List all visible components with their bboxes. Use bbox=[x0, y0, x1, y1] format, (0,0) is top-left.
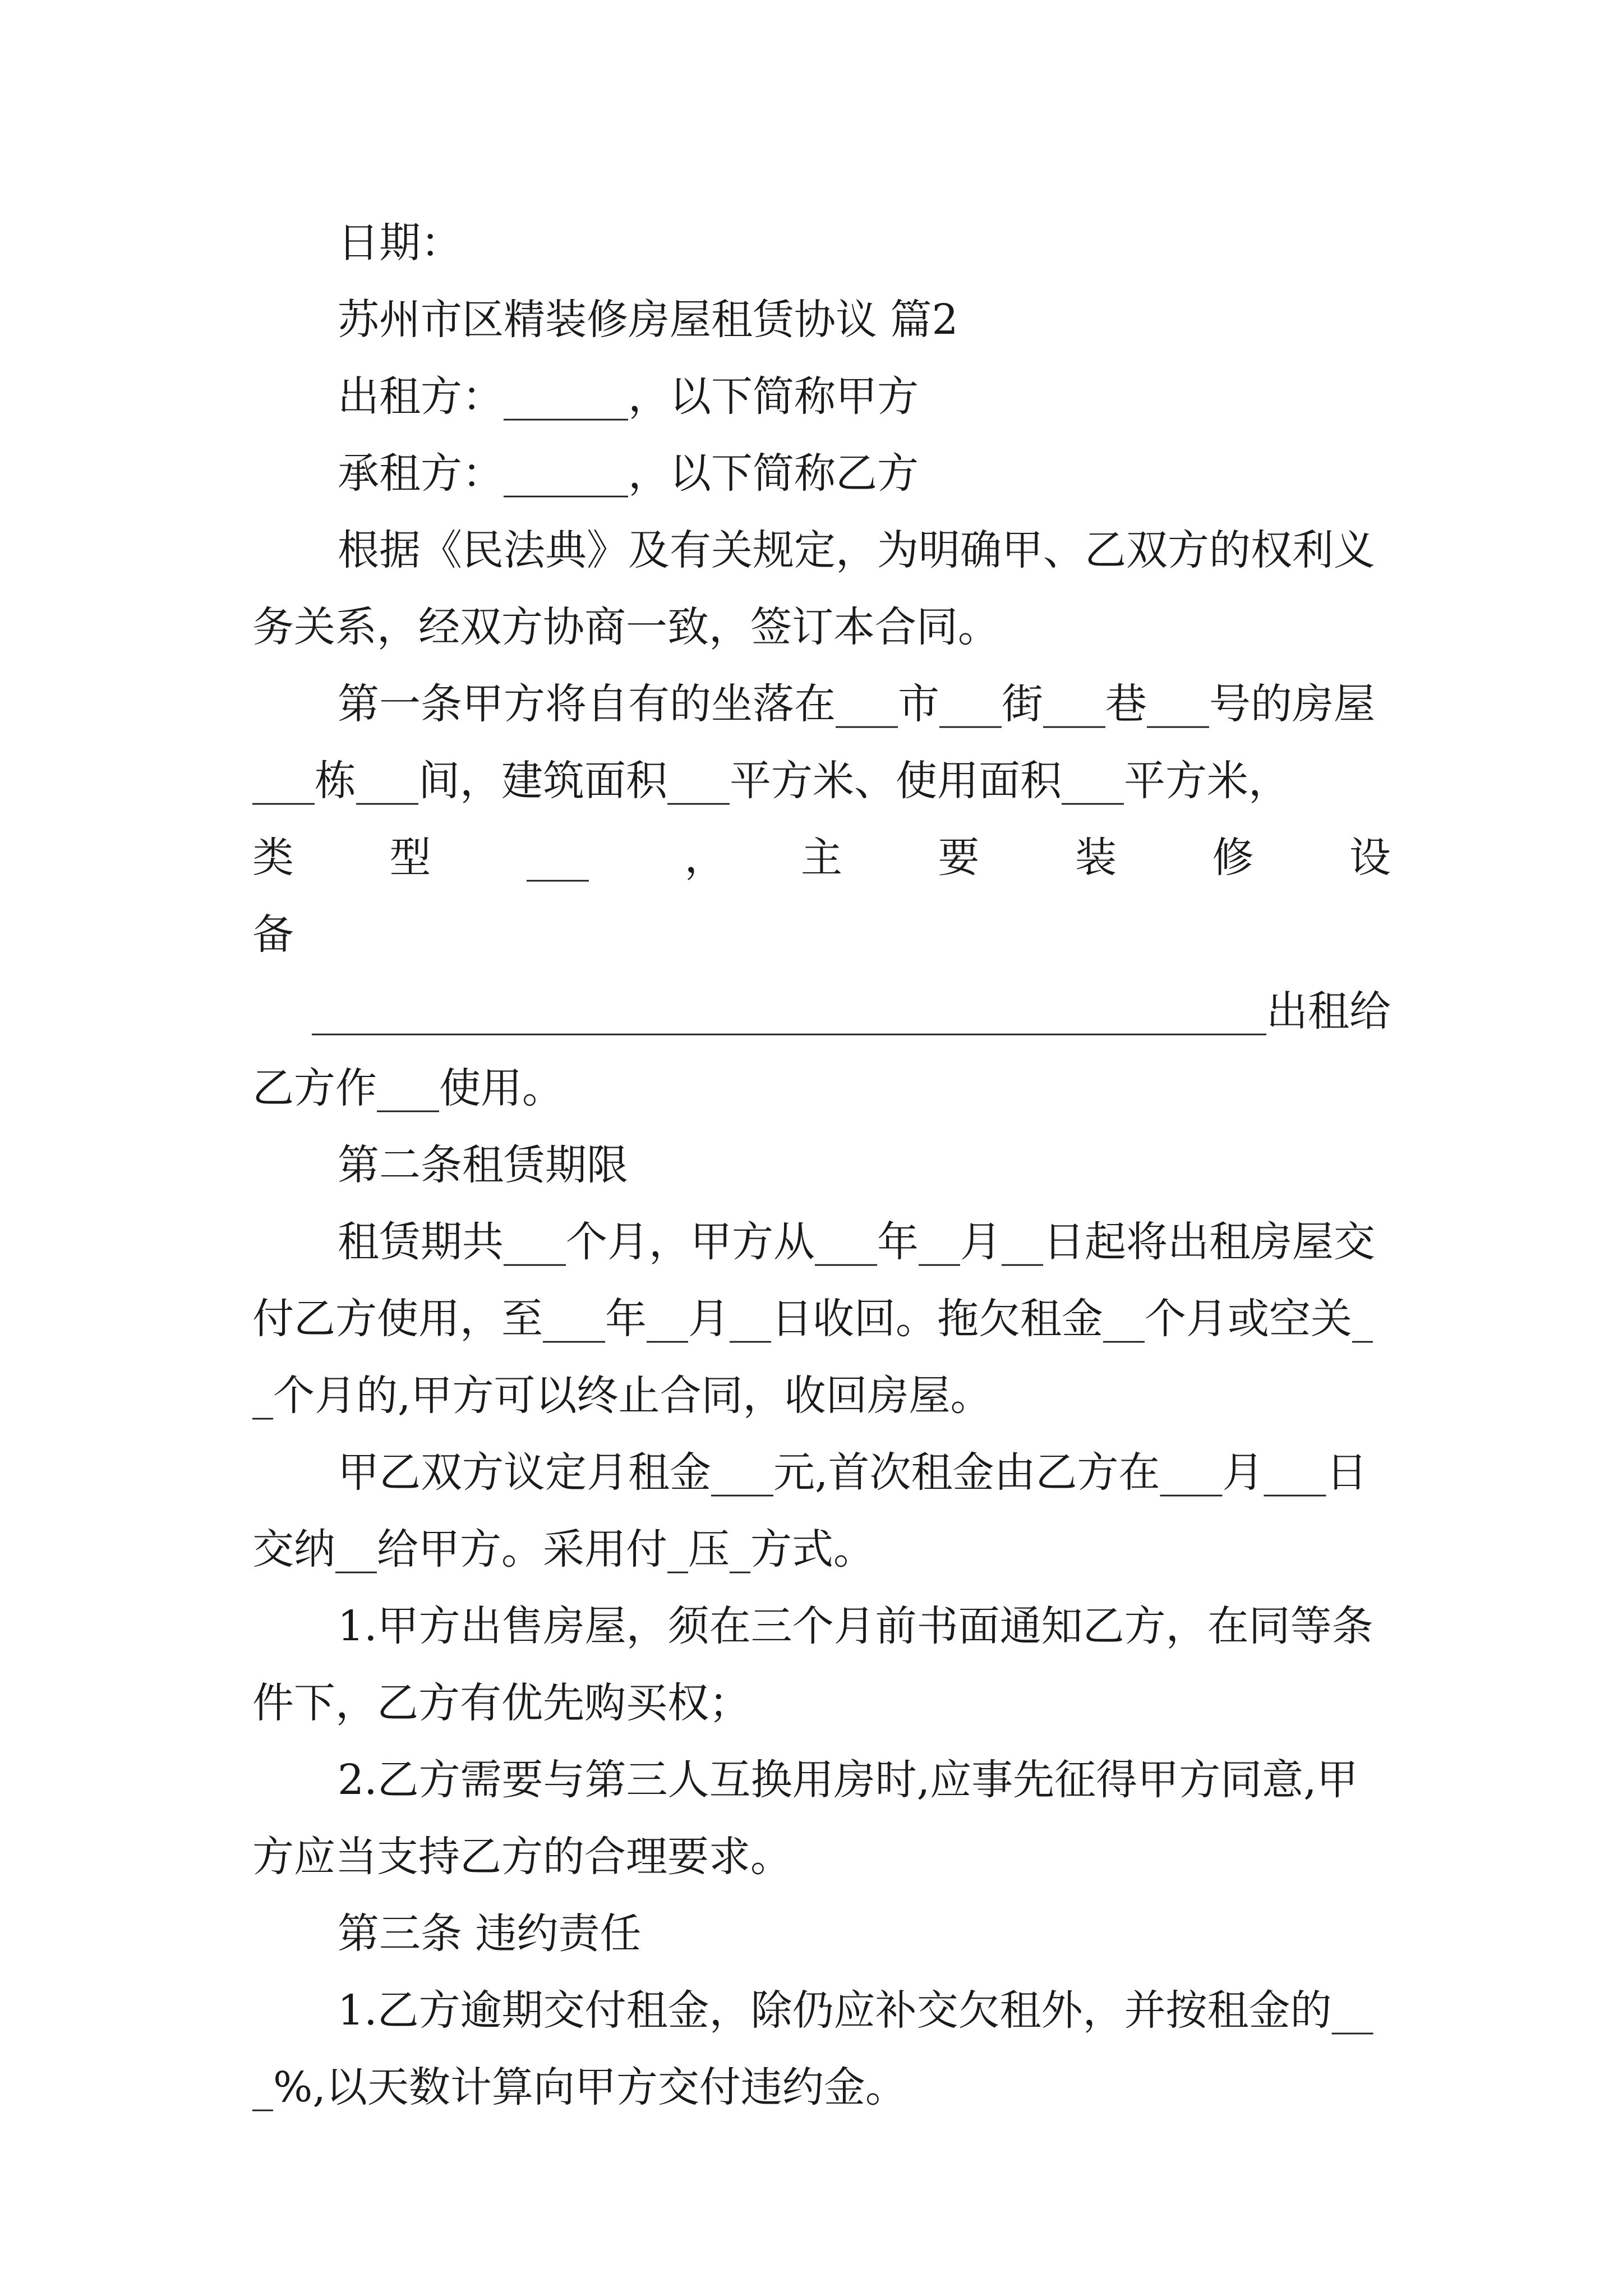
lessor-line: 出租方：______，以下简称甲方 bbox=[338, 372, 919, 421]
breach-clause-1-paragraph: 1.乙方逾期交付租金，除仍应补交欠租外，并按租金的___%,以天数计算向甲方交付违约金。 bbox=[252, 1986, 1373, 2111]
article-1-equipment-line: ______________________________________________出租给 bbox=[312, 987, 1391, 1036]
clause-1-paragraph: 1.甲方出售房屋，须在三个月前书面通知乙方，在同等条件下，乙方有优先购买权； bbox=[252, 1602, 1373, 1727]
article-1-type-line: 类 型 ___ ， 主 要 装 修 设 备 bbox=[252, 834, 1474, 959]
lease-term-paragraph: 租赁期共___个月，甲方从___年__月__日起将出租房屋交付乙方使用，至___年__月__日收回。拖欠租金__个月或空关__个月的,甲方可以终止合同，收回房屋。 bbox=[252, 1218, 1375, 1420]
article-1-usage-line: 乙方作___使用。 bbox=[252, 1064, 564, 1112]
date-line: 日期： bbox=[338, 219, 462, 267]
article-2-heading: 第二条租赁期限 bbox=[338, 1141, 628, 1189]
rent-paragraph: 甲乙双方议定月租金___元,首次租金由乙方在___月___日交纳__给甲方。采用付_压_方式。 bbox=[252, 1448, 1368, 1573]
preamble-paragraph: 根据《民法典》及有关规定，为明确甲、乙双方的权利义务关系，经双方协商一致，签订本合同。 bbox=[252, 526, 1375, 651]
agreement-title: 苏州市区精装修房屋租赁协议 篇2 bbox=[338, 296, 958, 344]
lessee-line: 承租方：______，以下简称乙方 bbox=[338, 449, 919, 498]
document-page bbox=[252, 205, 1474, 2126]
clause-2-paragraph: 2.乙方需要与第三人互换用房时,应事先征得甲方同意,甲方应当支持乙方的合理要求。 bbox=[252, 1756, 1358, 1881]
article-3-heading: 第三条 违约责任 bbox=[338, 1910, 642, 1958]
article-1-paragraph: 第一条甲方将自有的坐落在___市___街___巷___号的房屋___栋___间，建筑面积___平方米、使用面积___平方米， bbox=[252, 680, 1375, 805]
